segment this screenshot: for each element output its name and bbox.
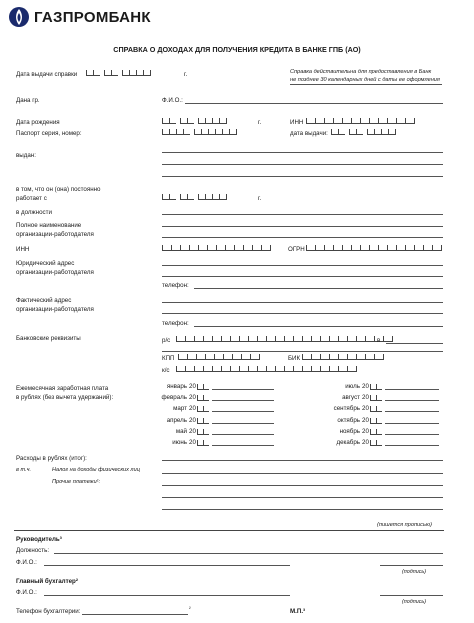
salary-row-right-2[interactable] [318,404,439,412]
month-label: июль [345,383,360,390]
ks-label: к/с [162,367,170,374]
salary-row-left-5[interactable] [145,438,274,446]
year-prefix: 20 [189,439,196,446]
bik-boxes[interactable] [302,353,384,360]
accountant-signature-field[interactable] [380,595,443,596]
org-name-label-1: Полное наименование [16,222,82,229]
year-prefix: 20 [189,383,196,390]
month-label: март [173,405,187,413]
other-payments-field[interactable] [162,485,443,486]
issued-by-label: выдан: [16,152,36,159]
actual-phone-field[interactable] [194,326,443,327]
employed-label-2: работает с [16,195,47,202]
legal-address-label-1: Юридический адрес [16,260,75,267]
bank-logo [8,6,168,28]
other-payments-line-2[interactable] [162,497,443,498]
year-prefix: 20 [189,405,196,413]
incl-label: в т.ч. [16,467,32,473]
bank-details-label: Банковские реквизиты [16,335,81,342]
salary-label-2: в рублях (без вычета удержаний): [16,394,114,401]
issue-date-label: Дата выдачи справки [16,71,78,78]
head-position-field[interactable] [54,553,443,554]
accounting-phone-field[interactable] [82,614,188,615]
head-signature-hint: (подпись) [402,569,427,575]
year-digit-box[interactable] [376,384,382,390]
org-name-line-1[interactable] [162,226,443,227]
rs-label: р/с [162,337,171,344]
month-label: май [175,427,187,435]
birth-date-label: Дата рождения [16,119,60,126]
salary-row-right-4[interactable] [318,427,439,435]
month-label: февраль [161,394,187,402]
salary-row-right-1[interactable] [318,393,439,401]
year-digit-box[interactable] [203,395,209,401]
salary-amount-field[interactable] [385,411,439,412]
org-inn-boxes[interactable] [162,244,271,251]
inn-boxes[interactable] [306,117,415,124]
month-label: август [342,394,360,402]
position-field[interactable] [162,214,443,215]
salary-amount-field[interactable] [212,389,274,390]
in-words-hint: (пишется прописью) [377,522,432,528]
year-prefix: 20 [362,439,369,446]
org-inn-label: ИНН [16,246,30,253]
gazprombank-emblem-icon [8,6,30,28]
month-label: июнь [172,439,187,446]
chief-accountant-label: Главный бухгалтер² [16,578,78,585]
actual-address-label-2: организации-работодателя [16,306,94,313]
ks-boxes[interactable] [176,365,357,372]
year-prefix: 20 [362,405,369,413]
accountant-fio-field[interactable] [44,595,290,596]
section-divider [14,530,444,531]
issued-by-line-2[interactable] [162,164,443,165]
year-prefix: 20 [189,416,196,424]
birth-year-suffix: г. [258,119,262,126]
bik-label: БИК [288,355,301,362]
year-prefix: 20 [362,394,369,402]
inn-label: ИНН [290,119,304,126]
head-fio-field[interactable] [44,565,290,566]
month-label: декабрь [336,439,360,446]
validity-note-1: Справка действительна для предоставления в Банк [290,69,432,75]
salary-amount-field[interactable] [212,434,274,435]
accountant-signature-hint: (подпись) [402,599,427,605]
month-label: октябрь [337,416,360,424]
salary-label-1: Ежемесячная заработная плата [16,385,109,392]
year-digit-box[interactable] [376,418,382,424]
issued-to-label: Дана гр. [16,97,40,104]
bank-name-field[interactable] [386,343,443,344]
org-name-line-2[interactable] [162,237,443,238]
year-prefix: 20 [362,427,369,435]
year-prefix: 20 [189,427,196,435]
year-digit-box[interactable] [376,406,382,412]
ogrn-boxes[interactable] [306,244,442,251]
salary-amount-field[interactable] [385,389,439,390]
tax-label: Налог на доходы физических лиц [52,467,140,473]
bank-name: ГАЗПРОМБАНК [34,9,151,26]
expenses-field[interactable] [162,460,443,461]
stamp-label: М.П.³ [290,608,306,615]
month-label: ноябрь [339,427,360,435]
salary-row-left-3[interactable] [145,416,274,424]
actual-phone-label: телефон: [162,320,189,327]
accountant-fio-label: Ф.И.О.: [16,589,37,596]
org-name-label-2: организации-работодателя [16,231,94,238]
year-prefix: 20 [362,383,369,390]
salary-row-right-0[interactable] [318,382,439,390]
legal-address-label-2: организации-работодателя [16,269,94,276]
salary-amount-field[interactable] [212,400,274,401]
issue-date-boxes[interactable] [86,69,151,76]
kpp-boxes[interactable] [178,353,260,360]
year-digit-box[interactable] [203,406,209,412]
page-title: СПРАВКА О ДОХОДАХ ДЛЯ ПОЛУЧЕНИЯ КРЕДИТА В БАНКЕ ГПБ (АО) [113,45,361,54]
salary-row-left-0[interactable] [145,382,274,390]
salary-amount-field[interactable] [385,400,439,401]
birth-date-boxes[interactable] [162,117,227,124]
year-digit-box[interactable] [203,418,209,424]
year-digit-box[interactable] [203,384,209,390]
head-fio-label: Ф.И.О.: [16,559,37,566]
fio-field[interactable] [185,103,443,104]
amount-in-words-field[interactable] [162,509,443,510]
salary-amount-field[interactable] [212,411,274,412]
head-position-label: Должность: [16,547,50,554]
salary-amount-field[interactable] [212,423,274,424]
phone-footnote: ² [189,606,191,612]
actual-address-label-1: Фактический адрес [16,297,72,304]
year-prefix: 20 [362,416,369,424]
salary-amount-field[interactable] [385,434,439,435]
year-digit-box[interactable] [376,395,382,401]
bank-in-label: в [377,337,381,344]
kpp-label: КПП [162,355,175,362]
legal-address-line-2[interactable] [162,276,443,277]
rs-boxes[interactable] [176,335,393,342]
year-digit-box[interactable] [203,429,209,435]
year-prefix: 20 [189,394,196,402]
legal-address-line-1[interactable] [162,265,443,266]
year-suffix: г. [184,71,188,78]
actual-address-line-1[interactable] [162,302,443,303]
salary-row-right-5[interactable] [318,438,439,446]
salary-row-left-2[interactable] [145,404,274,412]
accounting-phone-label: Телефон бухгалтерии: [16,608,81,615]
legal-phone-field[interactable] [194,288,443,289]
tax-field[interactable] [162,473,443,474]
month-label: сентябрь [333,405,360,413]
year-digit-box[interactable] [376,440,382,446]
legal-phone-label: телефон: [162,282,189,289]
validity-note-2: не позднее 30 календарных дней с даты ее оформления [290,77,440,83]
position-label: в должности [16,209,52,216]
actual-address-line-2[interactable] [162,313,443,314]
issued-by-line-1[interactable] [162,152,443,153]
salary-amount-field[interactable] [385,445,439,446]
passport-boxes[interactable] [162,128,237,135]
salary-row-left-1[interactable] [145,393,274,401]
employed-since-boxes[interactable] [162,193,227,200]
year-digit-box[interactable] [376,429,382,435]
fio-label: Ф.И.О.: [162,97,183,104]
month-label: январь [166,383,187,390]
other-payments-label: Прочие платежи¹: [52,479,101,485]
issued-by-line-3[interactable] [162,176,443,177]
month-label: апрель [166,416,187,424]
salary-row-right-3[interactable] [318,416,439,424]
salary-row-left-4[interactable] [145,427,274,435]
head-signature-field[interactable] [380,565,443,566]
ogrn-label: ОГРН [288,246,305,253]
salary-amount-field[interactable] [212,445,274,446]
passport-issue-date-boxes[interactable] [331,128,396,135]
salary-amount-field[interactable] [385,423,439,424]
expenses-label: Расходы в рублях (итог): [16,455,87,462]
passport-issue-date-label: дата выдачи: [290,130,328,137]
head-label: Руководитель³ [16,536,62,543]
employed-year-suffix: г. [258,195,262,202]
year-digit-box[interactable] [203,440,209,446]
passport-label: Паспорт серия, номер: [16,130,82,137]
employed-label-1: в том, что он (она) постоянно [16,186,101,193]
bank-name-line-2[interactable] [162,351,443,352]
